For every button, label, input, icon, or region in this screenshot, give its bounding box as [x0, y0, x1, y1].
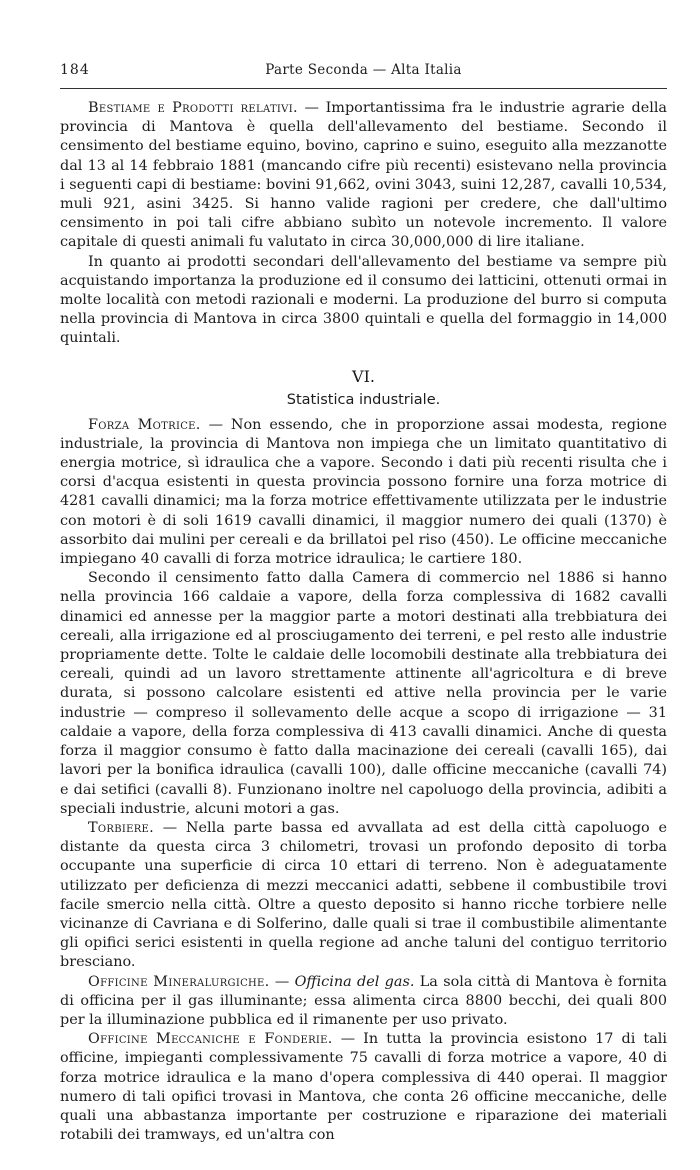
paragraph-prodotti: In quanto ai prodotti secondari dell'allevamento del bestiame va sempre più acquistando importanza la produzione ed il consumo dei latticini, ottenuti ormai in molte località con metodi razionali e moderni. La produzione del burro si computa nella provincia di Mantova in circa 3800 quintali e quella del formaggio in 14,000 quintali. — [60, 253, 667, 347]
paragraph-heading: Officine Mineralurgiche. — [88, 973, 270, 990]
running-title: Parte Seconda — Alta Italia — [265, 62, 462, 78]
paragraph-officine-meccaniche — [60, 1030, 667, 1145]
paragraph-italic-subheading: Officina del gas. — [294, 973, 415, 990]
paragraph-forza-motrice — [60, 416, 667, 570]
section-number: VI. — [352, 366, 375, 386]
paragraph-torbiere — [60, 819, 667, 973]
paragraph-heading: Torbiere. — [88, 819, 155, 836]
header-rule — [60, 88, 667, 89]
paragraph-text: — In tutta la provincia esistono 17 di tali officine, impieganti complessivamente 75 cavalli di forza motrice a vapore, 40 di forza motrice idraulica e la mano d'opera complessiva di 440 operai. Il maggior numero di tali opifici trovasi in Mantova, che conta 26 officine meccaniche, delle quali una abbastanza importante per costruzione e riparazione dei materiali rotabili dei tramways, ed un'altra con — [60, 1031, 667, 1144]
page-number: 184 — [60, 62, 90, 78]
section-title: Statistica industriale. — [286, 391, 441, 408]
page-header — [60, 58, 667, 82]
paragraph-bestiame — [60, 99, 667, 253]
paragraph-officine-mineralurgiche: Officine Mineralurgiche. — Officina del gas. La sola città di Mantova è fornita di officina per il gas illuminante; essa alimenta circa 8800 becchi, dei quali 800 per la illuminazione pubblica ed il rimanente per uso privato. — [60, 973, 668, 1028]
paragraph-text: — Non essendo, che in proporzione assai modesta, regione industriale, la provincia di Mantova non impiega che un limitato quantitativo di energia motrice, sì idraulica che a vapore. Secondo i dati più recenti risulta che i corsi d'acqua esistenti in questa provincia possono fornire una forza motrice di 4281 cavalli dinamici; ma la forza motrice effettivamente utilizzata per le industrie con motori è di soli 1619 cavalli dinamici, il maggior numero dei quali (1370) è assorbito dai mulini per cereali e da brillatoi pel riso (450). Le officine meccaniche impiegano 40 cavalli di forza motrice idraulica; le cartiere 180. — [60, 416, 667, 568]
paragraph-censimento: Secondo il censimento fatto dalla Camera di commercio nel 1886 si hanno nella provincia 166 caldaie a vapore, della forza complessiva di 1682 cavalli dinamici ed annesse per la maggior parte a motori destinati alla trebbiatura dei cereali, alla irrigazione ed al prosciugamento dei terreni, e pel resto alle industrie propriamente dette. Tolte le caldaie delle locomobili destinate alla trebbiatura dei cereali, quindi ad un lavoro strettamente attinente all'agricoltura e di breve durata, si possono calcolare esistenti ed attive nella provincia per le varie industrie — compreso il sollevamento delle acque a scopo di irrigazione — 31 caldaie a vapore, della forza complessiva di 413 cavalli dinamici. Anche di questa forza il maggior consumo è fatto dalla macinazione dei cereali (cavalli 165), dai lavori per la bonifica idraulica (cavalli 100), dalle officine meccaniche (cavalli 74) e dai setifici (cavalli 8). Funzionano inoltre nel capoluogo della provincia, adibiti a speciali industrie, alcuni motori a gas. — [60, 570, 667, 817]
page — [60, 58, 667, 1145]
paragraph-heading: Bestiame e Prodotti relativi. — [88, 100, 298, 116]
paragraph-heading: Officine Meccaniche e Fonderie. — [88, 1031, 333, 1048]
paragraph-text: — Nella parte bassa ed avvallata ad est della città capoluogo e distante da questa circa 3 chilometri, trovasi un profondo deposito di torba occupante una superficie di circa 10 ettari di terreno. Non è adeguatamente utilizzato per deficienza di mezzi meccanici adatti, sebbene il combustibile trovi facile smercio nella città. Oltre a questo deposito si hanno ricche torbiere nelle vicinanze di Cavriana e di Solferino, dalle quali si trae il combustibile alimentante gli opifici serici esistenti in quella regione ad anche taluni del contiguo territorio bresciano. — [60, 819, 667, 971]
paragraph-text: — Importantissima fra le industrie agrarie della provincia di Mantova è quella dell'allevamento del bestiame. Secondo il censimento del bestiame equino, bovino, caprino e suino, eseguito alla mezzanotte dal 13 al 14 febbraio 1881 (mancando cifre più recenti) esistevano nella provincia i seguenti capi di bestiame: bovini 91,662, ovini 3043, suini 12,287, cavalli 10,534, muli 921, asini 3425. Si hanno valide ragioni per credere, che dall'ultimo censimento in poi tali cifre abbiano subìto un notevole incremento. Il valore capitale di questi animali fu valutato in circa 30,000,000 di lire italiane. — [60, 100, 667, 251]
paragraph-text: La sola città di Mantova è fornita di officina per il gas illuminante; essa alimenta circa 8800 becchi, dei quali 800 per la illuminazione pubblica ed il rimanente per uso privato. — [60, 973, 668, 1028]
paragraph-heading: Forza Motrice. — [88, 416, 201, 433]
